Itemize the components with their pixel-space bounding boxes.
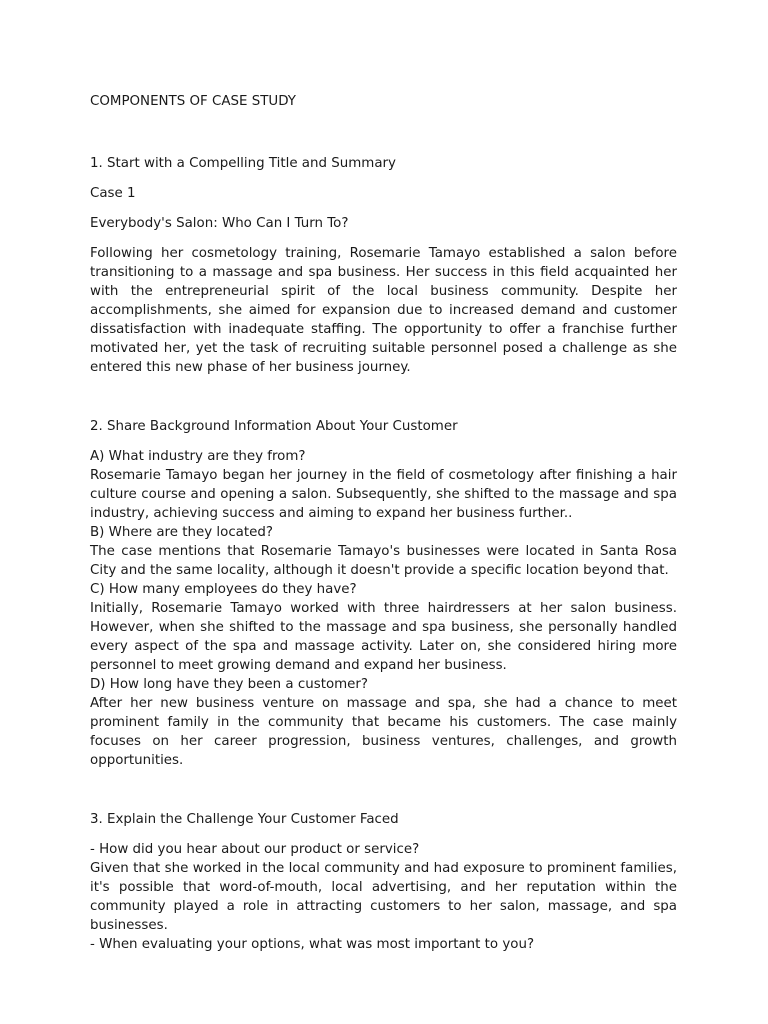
section-3-heading: 3. Explain the Challenge Your Customer Faced [90,812,399,827]
section-1-heading: 1. Start with a Compelling Title and Summary [90,156,396,171]
question-evaluating-options: - When evaluating your options, what was most important to you? [90,937,535,952]
qa-list [90,447,677,770]
section-2-heading: 2. Share Background Information About Your Customer [90,419,458,434]
question-b: B) Where are they located? [90,525,273,540]
document-page [90,92,677,954]
case-title: Everybody's Salon: Who Can I Turn To? [90,216,349,231]
question-d: D) How long have they been a customer? [90,677,369,692]
case-summary: Following her cosmetology training, Rosemarie Tamayo established a salon before transitioning to a massage and spa business. Her success in this field acquainted her with the entrepreneurial spirit of the local business community. Despite her accomplishments, she aimed for expansion due to increased demand and customer dissatisfaction with inadequate staffing. The opportunity to offer a franchise further motivated her, yet the task of recruiting suitable personnel posed a challenge as she entered this new phase of her business journey. [90,246,677,375]
question-a: A) What industry are they from? [90,449,306,464]
document-title: COMPONENTS OF CASE STUDY [90,94,296,109]
case-label: Case 1 [90,186,136,201]
answer-hear-about: Given that she worked in the local community and had exposure to prominent families, it's possible that word-of-mouth, local advertising, and her reputation within the community played a role in attracting customers to her salon, massage, and spa businesses. [90,861,677,933]
answer-c: Initially, Rosemarie Tamayo worked with three hairdressers at her salon business. However, when she shifted to the massage and spa business, she personally handled every aspect of the spa and massage activity. Later on, she considered hiring more personnel to meet growing demand and expand her business. [90,601,677,673]
question-hear-about: - How did you hear about our product or service? [90,842,420,857]
answer-d: After her new business venture on massage and spa, she had a chance to meet prominent family in the community that became his customers. The case mainly focuses on her career progression, business ventures, challenges, and growth opportunities. [90,696,677,768]
answer-a: Rosemarie Tamayo began her journey in the field of cosmetology after finishing a hair culture course and opening a salon. Subsequently, she shifted to the massage and spa industry, achieving success and aiming to expand her business further.. [90,468,677,521]
question-c: C) How many employees do they have? [90,582,357,597]
answer-b: The case mentions that Rosemarie Tamayo's businesses were located in Santa Rosa City and the same locality, although it doesn't provide a specific location beyond that. [90,544,677,578]
